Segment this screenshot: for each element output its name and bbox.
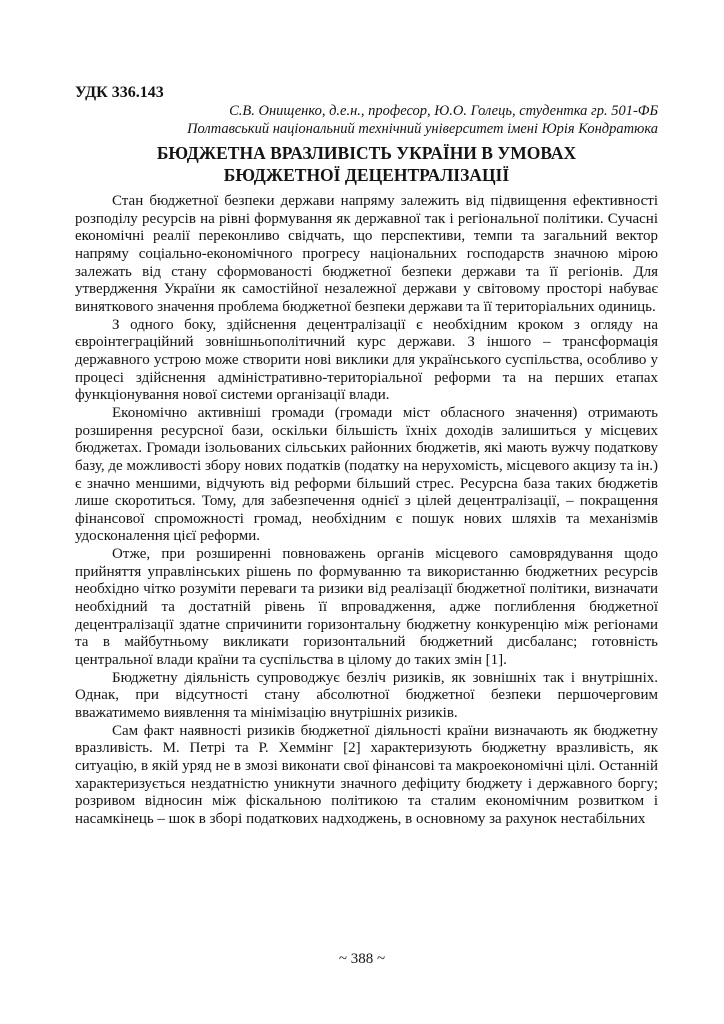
article-title-line1: БЮДЖЕТНА ВРАЗЛИВІСТЬ УКРАЇНИ В УМОВАХ	[156, 143, 577, 163]
article-title	[75, 143, 658, 186]
udc-code: УДК 336.143	[75, 84, 164, 101]
paragraph-1: Стан бюджетної безпеки держави напряму залежить від підвищення ефективності розподілу ресурсів на рівні формування як державної так і регіональної політики. Сучасні економічні реалії переконливо свідчать, що перспективи, темпи та загальний вектор напряму соціально-економічного прогресу національних господарств значною мірою залежать від стану сформованості бюджетної безпеки держави та її регіонів. Для утвердження України як самостійної незалежної держави у світовому просторі набуває виняткового значення проблема бюджетної безпеки держави та її територіальних одиниць.	[75, 193, 658, 315]
page-content	[75, 84, 658, 829]
paragraph-6: Сам факт наявності ризиків бюджетної діяльності країни визначають як бюджетну вразливість. М. Петрі та Р. Хеммінг [2] характеризують бюджетну вразливість, як ситуацію, в якій уряд не в змозі виконати свої фінансові та макроекономічні цілі. Останній характеризується нездатністю уникнути значного дефіциту бюджету і державного боргу; розривом відносин між фіскальною політикою та сталим економічним розвитком і насамкінець – шок в зборі податкових надходжень, в основному за рахунок нестабільних	[75, 722, 658, 827]
article-body	[75, 193, 658, 829]
byline-block	[75, 103, 658, 138]
article-title-line2: БЮДЖЕТНОЇ ДЕЦЕНТРАЛІЗАЦІЇ	[223, 164, 510, 185]
paragraph-4: Отже, при розширенні повноважень органів місцевого самоврядування щодо прийняття управлінських рішень по формуванню та використанню бюджетних ресурсів необхідно чітко розуміти переваги та ризики від реалізації бюджетної політики, визначати необхідний та достатній рівень її впровадження, адже поглиблення бюджетної децентралізації здатне спричинити горизонтальну бюджетну конкуренцію між регіонами та в майбутньому викликати горизонтальний бюджетний дисбаланс; готовність центральної влади країни та суспільства в цілому до таких змін [1].	[75, 546, 658, 669]
page-number: ~ 388 ~	[338, 951, 386, 967]
author-byline: С.В. Онищенко, д.е.н., професор, Ю.О. Голець, студентка гр. 501-ФБ	[229, 103, 658, 119]
affiliation: Полтавський національний технічний університет імені Юрія Кондратюка	[187, 120, 658, 137]
paragraph-2: З одного боку, здійснення децентралізації є необхідним кроком з огляду на євроінтеграційний зовнішньополітичний курс держави. З іншого – трансформація державного устрою може створити нові виклики для українського суспільства, особливо у процесі здійснення адміністративно-територіальної реформи та на перших етапах функціонування нової системи організації влади.	[75, 316, 658, 404]
paragraph-3: Економічно активніші громади (громади міст обласного значення) отримають розширення ресурсної бази, оскільки більшість їхніх доходів залишиться у місцевих бюджетах. Громади ізольованих сільських районних бюджетів, які мають вужчу податкову базу, де можливості збору нових податків (податку на нерухомість, місцевого акцизу та ін.) є значно меншими, відчують від реформи більший стрес. Ресурсна база таких бюджетів лише скоротиться. Тому, для забезпечення однієї з цілей децентралізації, – покращення фінансової спроможності громад, необхідним є пошук нових шляхів та механізмів удосконалення цієї реформи.	[75, 404, 658, 545]
paragraph-5: Бюджетну діяльність супроводжує безліч ризиків, як зовнішніх так і внутрішніх. Однак, при відсутності стану абсолютної бюджетної безпеки першочерговим вважатимемо виявлення та мінімізацію внутрішніх ризиків.	[75, 669, 658, 722]
